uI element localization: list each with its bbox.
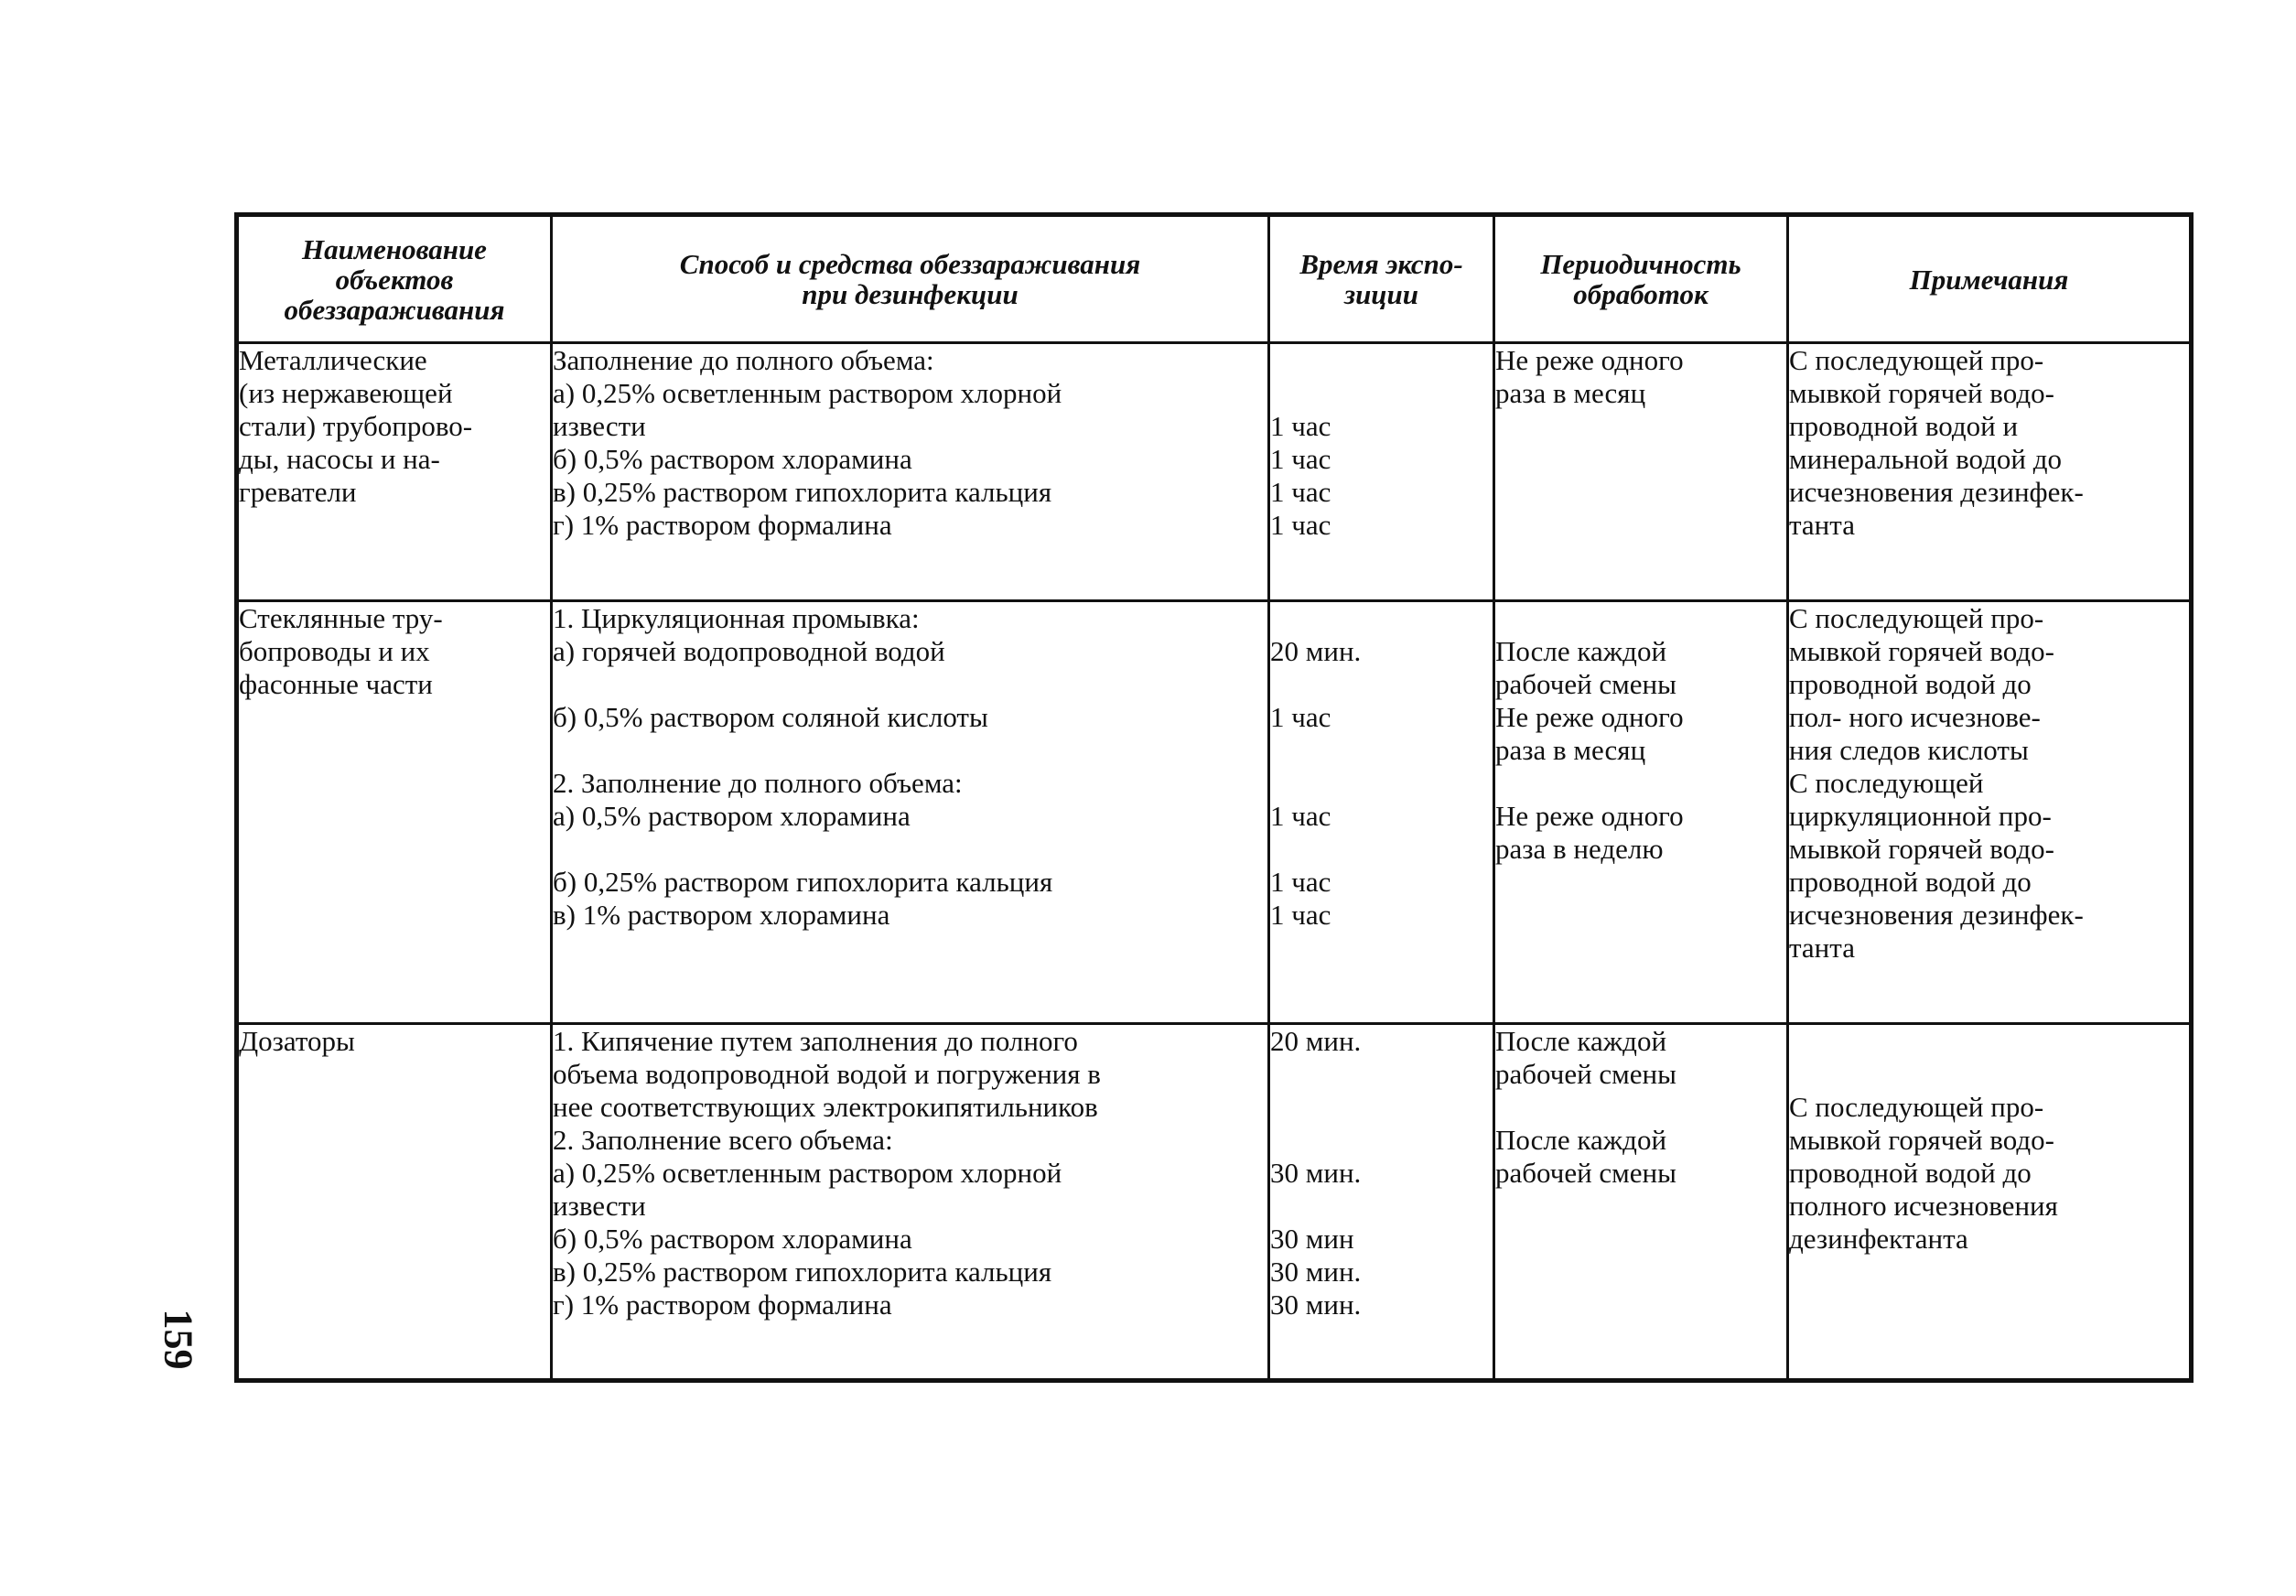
cell-line bbox=[1270, 833, 1493, 866]
cell-line bbox=[1495, 602, 1786, 635]
cell-line: б) 0,5% раствором хлорамина bbox=[553, 443, 912, 475]
cell-line: объема водопроводной водой и погружения в bbox=[553, 1058, 1101, 1090]
cell-period bbox=[1494, 601, 1788, 1024]
cell-line: 20 мин. bbox=[1270, 1025, 1362, 1057]
cell-line: раза в месяц bbox=[1495, 734, 1646, 766]
cell-line bbox=[1495, 1091, 1786, 1124]
cell-line: 30 мин. bbox=[1270, 1289, 1362, 1321]
cell-line: минеральной водой до bbox=[1789, 443, 2063, 475]
cell-line bbox=[1495, 767, 1786, 800]
table-row bbox=[237, 601, 2192, 1024]
cell-line: дезинфектанта bbox=[1789, 1223, 1968, 1255]
cell-line: г) 1% раствором формалина bbox=[553, 509, 892, 541]
cell-line: 30 мин bbox=[1270, 1223, 1354, 1255]
cell-line: Не реже одного bbox=[1495, 800, 1684, 832]
cell-line: 1. Кипячение путем заполнения до полного bbox=[553, 1025, 1078, 1057]
cell-line: С последующей про- bbox=[1789, 344, 2044, 376]
cell-line bbox=[1270, 1190, 1493, 1223]
table-header-row bbox=[237, 215, 2192, 343]
cell-line: исчезновения дезинфек- bbox=[1789, 476, 2084, 508]
cell-line: 1 час bbox=[1270, 476, 1331, 508]
cell-line: После каждой bbox=[1495, 1124, 1667, 1156]
cell-line: греватели bbox=[239, 476, 357, 508]
cell-line: Не реже одного bbox=[1495, 701, 1684, 733]
cell-line: танта bbox=[1789, 932, 1855, 964]
cell-line: Металлические bbox=[239, 344, 427, 376]
cell-notes bbox=[1788, 343, 2192, 601]
cell-line: пол- ного исчезнове- bbox=[1789, 701, 2041, 733]
header-time: Время экспо- зиции bbox=[1269, 215, 1494, 343]
cell-line: циркуляционной про- bbox=[1789, 800, 2052, 832]
cell-method bbox=[552, 601, 1269, 1024]
cell-line: рабочей смены bbox=[1495, 668, 1676, 700]
cell-method bbox=[552, 1024, 1269, 1381]
cell-line: рабочей смены bbox=[1495, 1157, 1676, 1189]
cell-line: рабочей смены bbox=[1495, 1058, 1676, 1090]
cell-line: мывкой горячей водо- bbox=[1789, 377, 2054, 409]
cell-notes bbox=[1788, 1024, 2192, 1381]
cell-line: 1 час bbox=[1270, 701, 1331, 733]
cell-object bbox=[237, 601, 552, 1024]
cell-time bbox=[1269, 1024, 1494, 1381]
cell-line: а) горячей водопроводной водой bbox=[553, 635, 945, 667]
cell-time bbox=[1269, 601, 1494, 1024]
cell-line: ды, насосы и на- bbox=[239, 443, 440, 475]
cell-line bbox=[1789, 1058, 2189, 1091]
cell-line bbox=[1270, 668, 1493, 701]
cell-line: Заполнение до полного объема: bbox=[553, 344, 934, 376]
cell-line: стали) трубопрово- bbox=[239, 410, 473, 442]
header-method: Способ и средства обеззараживания при дезинфекции bbox=[552, 215, 1269, 343]
cell-line bbox=[1270, 734, 1493, 767]
cell-line: проводной водой до bbox=[1789, 1157, 2032, 1189]
cell-notes bbox=[1788, 601, 2192, 1024]
cell-line: 1 час bbox=[1270, 899, 1331, 931]
cell-line: а) 0,5% раствором хлорамина bbox=[553, 800, 911, 832]
cell-line: 1. Циркуляционная промывка: bbox=[553, 602, 920, 634]
cell-line bbox=[553, 668, 1267, 701]
cell-line: нее соответствующих электрокипятильников bbox=[553, 1091, 1098, 1123]
cell-line bbox=[1270, 1058, 1493, 1091]
cell-line: 1 час bbox=[1270, 509, 1331, 541]
cell-line: С последующей bbox=[1789, 767, 1984, 799]
cell-line bbox=[1270, 1124, 1493, 1157]
cell-line: проводной водой до bbox=[1789, 866, 2032, 898]
cell-line: б) 0,25% раствором гипохлорита кальция bbox=[553, 866, 1053, 898]
cell-line: мывкой горячей водо- bbox=[1789, 1124, 2054, 1156]
cell-line: Стеклянные тру- bbox=[239, 602, 443, 634]
cell-line: полного исчезновения bbox=[1789, 1190, 2058, 1222]
cell-line: 1 час bbox=[1270, 410, 1331, 442]
header-object: Наименование объектов обеззараживания bbox=[237, 215, 552, 343]
cell-period bbox=[1494, 1024, 1788, 1381]
cell-line: фасонные части bbox=[239, 668, 433, 700]
cell-line: извести bbox=[553, 410, 646, 442]
cell-line: г) 1% раствором формалина bbox=[553, 1289, 892, 1321]
disinfection-table bbox=[234, 212, 2194, 1383]
cell-line: б) 0,5% раствором хлорамина bbox=[553, 1223, 912, 1255]
cell-line: После каждой bbox=[1495, 1025, 1667, 1057]
cell-line: 1 час bbox=[1270, 800, 1331, 832]
cell-line: (из нержавеющей bbox=[239, 377, 453, 409]
cell-line: б) 0,5% раствором соляной кислоты bbox=[553, 701, 988, 733]
cell-line bbox=[1789, 1025, 2189, 1058]
cell-line bbox=[1270, 1091, 1493, 1124]
cell-object bbox=[237, 343, 552, 601]
cell-line: После каждой bbox=[1495, 635, 1667, 667]
cell-line: С последующей про- bbox=[1789, 1091, 2044, 1123]
cell-line: 1 час bbox=[1270, 866, 1331, 898]
cell-line: проводной водой и bbox=[1789, 410, 2019, 442]
cell-line: 2. Заполнение всего объема: bbox=[553, 1124, 893, 1156]
cell-line: а) 0,25% осветленным раствором хлорной bbox=[553, 377, 1062, 409]
cell-line bbox=[553, 833, 1267, 866]
table-row bbox=[237, 343, 2192, 601]
cell-line: танта bbox=[1789, 509, 1855, 541]
page-number: 159 bbox=[156, 1309, 201, 1370]
cell-line: в) 0,25% раствором гипохлорита кальция bbox=[553, 476, 1052, 508]
cell-time bbox=[1269, 343, 1494, 601]
cell-method bbox=[552, 343, 1269, 601]
cell-line: а) 0,25% осветленным раствором хлорной bbox=[553, 1157, 1062, 1189]
cell-line: 30 мин. bbox=[1270, 1157, 1362, 1189]
cell-line: ния следов кислоты bbox=[1789, 734, 2029, 766]
cell-line: раза в неделю bbox=[1495, 833, 1664, 865]
cell-line bbox=[1270, 344, 1493, 377]
cell-line: 2. Заполнение до полного объема: bbox=[553, 767, 963, 799]
cell-line: проводной водой до bbox=[1789, 668, 2032, 700]
cell-line: исчезновения дезинфек- bbox=[1789, 899, 2084, 931]
cell-line bbox=[1270, 377, 1493, 410]
cell-line: С последующей про- bbox=[1789, 602, 2044, 634]
cell-line: 20 мин. bbox=[1270, 635, 1362, 667]
cell-line: бопроводы и их bbox=[239, 635, 430, 667]
cell-line: 30 мин. bbox=[1270, 1256, 1362, 1288]
cell-line: Не реже одного bbox=[1495, 344, 1684, 376]
cell-line: раза в месяц bbox=[1495, 377, 1646, 409]
cell-line: в) 0,25% раствором гипохлорита кальция bbox=[553, 1256, 1052, 1288]
cell-object bbox=[237, 1024, 552, 1381]
cell-line: 1 час bbox=[1270, 443, 1331, 475]
cell-line bbox=[553, 734, 1267, 767]
cell-line: мывкой горячей водо- bbox=[1789, 635, 2054, 667]
cell-period bbox=[1494, 343, 1788, 601]
cell-line bbox=[1270, 767, 1493, 800]
cell-line: мывкой горячей водо- bbox=[1789, 833, 2054, 865]
cell-line bbox=[1270, 602, 1493, 635]
cell-line: извести bbox=[553, 1190, 646, 1222]
header-period: Периодичность обработок bbox=[1494, 215, 1788, 343]
cell-line: в) 1% раствором хлорамина bbox=[553, 899, 890, 931]
header-notes: Примечания bbox=[1788, 215, 2192, 343]
table-row bbox=[237, 1024, 2192, 1381]
cell-line: Дозаторы bbox=[239, 1025, 355, 1057]
